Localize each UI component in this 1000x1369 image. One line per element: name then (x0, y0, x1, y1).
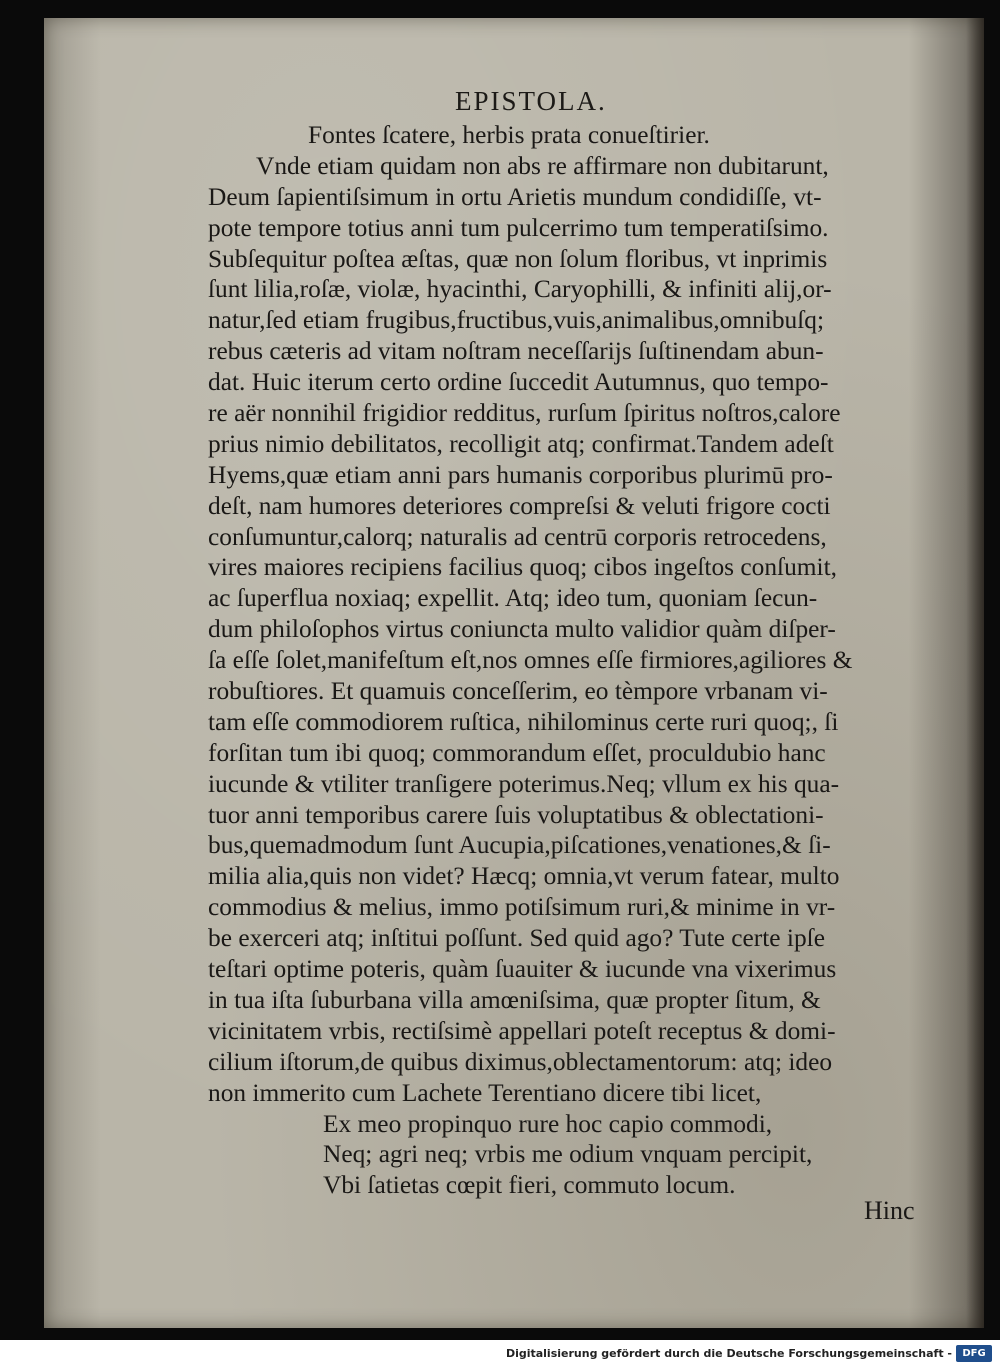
text-line: in tua iſta ſuburbana villa amœniſsima, quæ propter ſitum, & (208, 985, 821, 1014)
text-line: re aër nonnihil frigidior redditus, rurſum ſpiritus noſtros,calore (208, 399, 841, 428)
text-line: cilium iſtorum,de quibus diximus,oblectamentorum: atq; ideo (208, 1047, 833, 1076)
text-line: deſt, nam humores deteriores compreſsi & veluti frigore cocti (208, 491, 831, 520)
catchword: Hinc (864, 1196, 915, 1225)
text-line: prius nimio debilitatos, recolligit atq; confirmat.Tandem adeſt (208, 429, 834, 458)
text-line: vicinitatem vrbis, rectiſsimè appellari poteſt receptus & domi- (208, 1016, 836, 1045)
text-line: natur,ſed etiam frugibus,fructibus,vuis,animalibus,omnibuſq; (208, 306, 825, 335)
text-line: rebus cæteris ad vitam noſtram neceſſarijs ſuſtinendam abun- (208, 337, 824, 366)
text-line: dum philoſophos virtus coniuncta multo validior quàm diſper- (208, 615, 836, 644)
page-gutter-shadow (966, 18, 984, 1328)
text-line: ſunt lilia,roſæ, violæ, hyacinthi, Caryophilli, & infiniti alij,or- (208, 275, 832, 304)
text-line: Vnde etiam quidam non abs re affirmare non dubitarunt, (256, 151, 829, 180)
text-line: bus,quemadmodum ſunt Aucupia,piſcationes,venationes,& ſi- (208, 831, 831, 860)
text-line: commodius & melius, immo potiſsimum ruri,& minime in vr- (208, 893, 836, 922)
text-line: dat. Huic iterum certo ordine ſuccedit Autumnus, quo tempo- (208, 368, 829, 397)
text-line: tam eſſe commodiorem ruſtica, nihilominus certe ruri quoq;, ſi (208, 707, 839, 736)
footer-credit: Digitalisierung gefördert durch die Deutsche Forschungsgemeinschaft - (505, 1347, 952, 1360)
text-line: Hyems,quæ etiam anni pars humanis corporibus plurimū pro- (208, 460, 833, 489)
verse-line: Neq; agri neq; vrbis me odium vnquam percipit, (323, 1140, 813, 1169)
text-line: forſitan tum ibi quoq; commorandum eſſet, proculdubio hanc (208, 738, 826, 767)
running-head: EPISTOLA. (455, 86, 607, 116)
text-line: conſumuntur,calorq; naturalis ad centrū corporis retrocedens, (208, 522, 827, 551)
text-line: vires maiores recipiens facilius quoq; cibos ingeſtos conſumit, (208, 553, 837, 582)
text-line: milia alia,quis non videt? Hæcq; omnia,vt verum fatear, multo (208, 862, 840, 891)
verse-line: Vbi ſatietas cœpit fieri, commuto locum. (323, 1171, 736, 1200)
text-line: robuſtiores. Et quamuis conceſſerim, eo tèmpore vrbanam vi- (208, 677, 828, 706)
text-line: non immerito cum Lachete Terentiano dicere tibi licet, (208, 1078, 762, 1107)
text-line: tuor anni temporibus carere ſuis voluptatibus & oblectationi- (208, 800, 824, 829)
dfg-logo: DFG (956, 1345, 992, 1362)
text-line: Subſequitur poſtea æſtas, quæ non ſolum floribus, vt inprimis (208, 244, 828, 273)
text-line: Deum ſapientiſsimum in ortu Arietis mundum condidiſſe, vt- (208, 182, 822, 211)
text-line: ac ſuperflua noxiaq; expellit. Atq; ideo tum, quoniam ſecun- (208, 584, 818, 613)
text-line: iucunde & vtiliter tranſigere poterimus.Neq; vllum ex his qua- (208, 769, 840, 798)
text-line: Fontes ſcatere, herbis prata conueſtirier. (308, 121, 710, 149)
footer-bar (0, 1340, 1000, 1369)
text-line: ſa eſſe ſolet,manifeſtum eſt,nos omnes eſſe firmiores,agiliores & (208, 646, 853, 675)
text-line: be exerceri atq; inſtitui poſſunt. Sed quid ago? Tute certe ipſe (208, 924, 825, 953)
text-line: pote tempore totius anni tum pulcerrimo tum temperatiſsimo. (208, 213, 829, 242)
text-line: teſtari optime poteris, quàm ſuauiter & iucunde vna vixerimus (208, 955, 837, 984)
body-text (208, 120, 928, 1201)
verse-line: Ex meo propinquo rure hoc capio commodi, (323, 1109, 773, 1138)
